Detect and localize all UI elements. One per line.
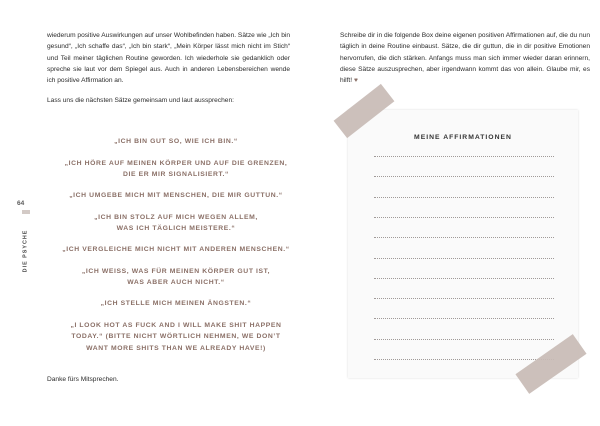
writing-line: [374, 298, 554, 299]
affirmation-item: [60, 158, 292, 181]
writing-line: [374, 359, 554, 360]
intro-paragraph: [47, 30, 290, 86]
affirmation-item: [60, 190, 292, 201]
affirmation-line: „ICH BIN GUT SO, WIE ICH BIN.“: [114, 138, 238, 145]
section-label-text: DIE PSYCHE: [22, 229, 29, 273]
note-title: MEINE AFFIRMATIONEN: [414, 134, 512, 141]
writing-line: [374, 278, 554, 279]
instruction-paragraph: [340, 30, 590, 86]
affirmation-line: „ICH HÖRE AUF MEINEN KÖRPER UND AUF DIE GRENZEN,: [64, 160, 288, 167]
writing-line: [374, 258, 554, 259]
lead-sentence: Lass uns die nächsten Sätze gemeinsam und laut aussprechen:: [47, 97, 234, 104]
writing-line: [374, 339, 554, 340]
closing-sentence: Danke fürs Mitsprechen.: [47, 376, 119, 383]
affirmation-item: [60, 320, 292, 354]
affirmation-line: „ICH STELLE MICH MEINEN ÄNGSTEN.“: [100, 300, 252, 307]
affirmation-item: [60, 136, 292, 147]
affirmation-line: WAS ICH TÄGLICH MEISTERE.“: [116, 225, 236, 233]
intro-text: wiederum positive Auswirkungen auf unser Wohlbefinden haben. Sätze wie „Ich bin gesund“, „Ich schaffe das“, „Ich bin stark“, „Mein Körper lässt mich nicht im Stich“ und Teil meiner täglichen Routine geworden. Ich wiederhole sie gedanklich oder spreche sie laut vor dem Spiegel aus. Auch in anderen Lebensbereichen wende ich positive Affirmation an.: [47, 32, 290, 85]
writing-line: [374, 237, 554, 238]
section-label: [14, 229, 38, 273]
writing-line: [374, 318, 554, 319]
affirmation-line: „I LOOK HOT AS FUCK AND I WILL MAKE SHIT HAPPEN: [70, 322, 282, 329]
page-number: 64: [17, 200, 25, 207]
writing-line: [374, 217, 554, 218]
affirmation-item: [60, 244, 292, 255]
affirmation-line: „ICH BIN STOLZ AUF MICH WEGEN ALLEM,: [94, 214, 258, 221]
affirmation-line: DIE ER MIR SIGNALISIERT.“: [122, 171, 229, 179]
affirmation-item: [60, 298, 292, 309]
right-page: [300, 0, 600, 426]
instruction-text: Schreibe dir in die folgende Box deine eigenen positiven Affirmationen auf, die du nun täglich in deine Routine einbaust. Sätze, die dir guttun, die in dir positive Emotionen hervorrufen, die dich stärken. Anfangs muss man sich immer wieder daran erinnern, diese Sätze auszusprechen, aber irgendwann kommt das von allein. Glaube mir, es hilft!: [340, 32, 590, 85]
affirmation-line: „ICH VERGLEICHE MICH NICHT MIT ANDEREN MENSCHEN.“: [62, 246, 290, 253]
heart-icon: ♥: [353, 77, 358, 85]
affirmation-note-paper: [348, 110, 578, 378]
affirmation-item: [60, 212, 292, 235]
page-number-marker: [22, 210, 30, 214]
writing-line: [374, 156, 554, 157]
affirmation-line: WAS ABER AUCH NICHT.“: [127, 279, 225, 287]
writing-line: [374, 197, 554, 198]
affirmation-item: [60, 266, 292, 289]
affirmation-line: TODAY.“ (BITTE NICHT WÖRTLICH NEHMEN, WE DON’T: [71, 333, 281, 341]
affirmation-line: „ICH WEISS, WAS FÜR MEINEN KÖRPER GUT IST,: [81, 268, 271, 275]
writing-line: [374, 176, 554, 177]
affirmation-line: „ICH UMGEBE MICH MIT MENSCHEN, DIE MIR GUTTUN.“: [69, 192, 283, 199]
affirmation-line: WANT MORE SHITS THAN WE ALREADY HAVE!): [86, 344, 266, 352]
